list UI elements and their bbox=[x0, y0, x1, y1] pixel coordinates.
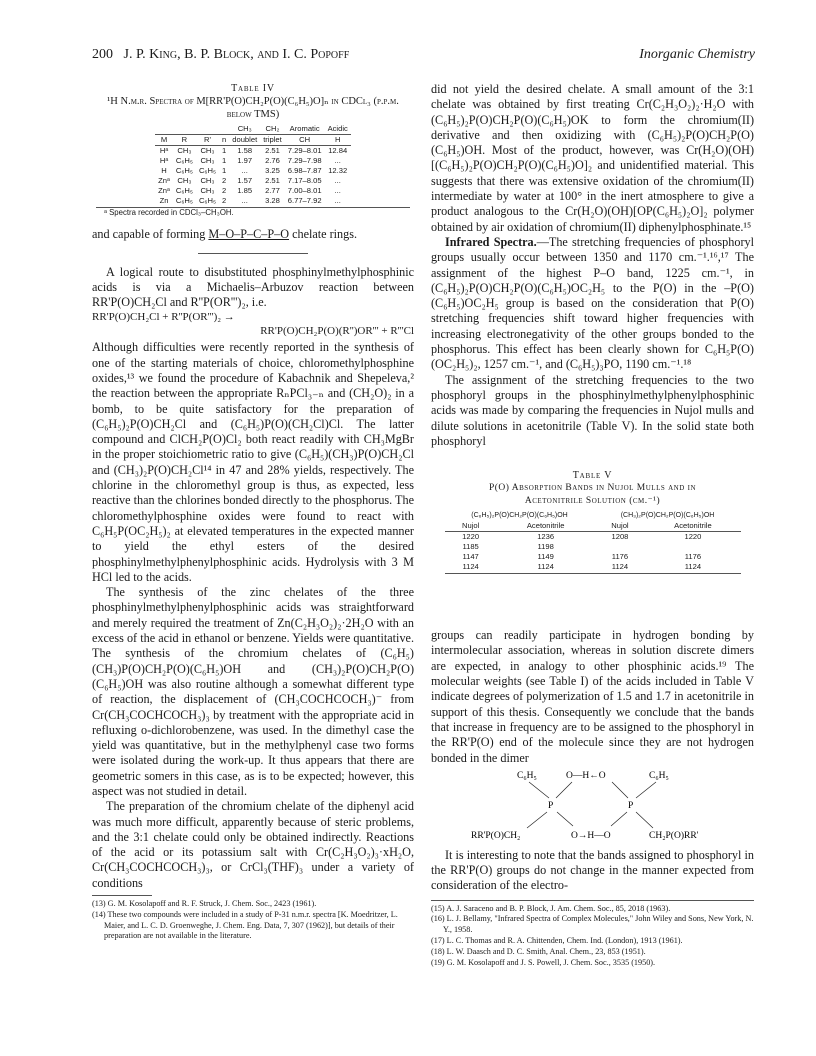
dimer-substituent-left: RR'P(O)CH₂ bbox=[471, 830, 521, 841]
table-cell: ... bbox=[334, 176, 341, 185]
table-cell: Hᵃ bbox=[159, 146, 169, 155]
infrared-text: —The stretching frequencies of phosphoryl groups usually occur between 1350 and 1170 cm.⁻¹.¹⁶,¹⁷ The assignment of the highest P–O band, 1225 cm.⁻¹, in (C₆H₅)₂P(O)CH₂P(O)(C₆H₅)OC₂H₅ to the P(O) in the –P(O)(C₆H₅)OC₂H₅ group is based on the consideration that P(O) stretching frequencies shift toward higher frequencies with increasing electronegativity of the other groups bonded to the phosphorus. This effect has been clearly shown for C₆H₅P(O)(OC₂H₅)₂, 1257 cm.⁻¹, and (C₆H₅)₃PO, 1190 cm.⁻¹.¹⁸ bbox=[431, 234, 754, 372]
table5-group-diphenyl: (C₆H₅)₂P(O)CH₂P(O)(C₆H₅)OH bbox=[471, 512, 568, 520]
table-cell: 2 bbox=[222, 176, 227, 185]
paragraph-interesting: It is interesting to note that the bands assigned to phosphoryl in the RR'P(O) groups do not change in the manner expected from consideration of the electro- bbox=[431, 847, 754, 893]
table-cell: Znᵃ bbox=[158, 176, 170, 185]
table5-caption: Table V bbox=[572, 470, 613, 482]
table-cell: CH₃ bbox=[177, 146, 192, 155]
chelate-ring-chain: M–O–P–C–P–O bbox=[208, 227, 290, 242]
journal-name: Inorganic Chemistry bbox=[639, 47, 755, 62]
reference-16: (16) L. J. Bellamy, "Infrared Spectra of Complex Molecules," John Wiley and Sons, New York, N. Y., 1958. bbox=[431, 914, 754, 935]
table-cell: ... bbox=[241, 166, 248, 175]
table4-header-cell bbox=[155, 124, 173, 135]
table-cell: 1176 bbox=[611, 552, 629, 562]
table4-header-top bbox=[155, 124, 351, 135]
table-cell: 12.32 bbox=[328, 166, 348, 175]
table-cell: 2.51 bbox=[265, 176, 280, 185]
dimer-structure bbox=[431, 768, 754, 844]
table4-header-cell bbox=[173, 124, 196, 135]
table4-header-cell: n bbox=[219, 135, 229, 146]
table-cell: H bbox=[161, 166, 167, 175]
references-rule bbox=[431, 900, 754, 901]
dimer-substituent-right: CH₂P(O)RR' bbox=[649, 830, 699, 841]
table4 bbox=[155, 124, 351, 206]
table-cell: CH₃ bbox=[177, 176, 192, 185]
table-cell: 2.51 bbox=[265, 146, 280, 155]
section-heading-infrared: Infrared Spectra. bbox=[445, 234, 537, 249]
right-references bbox=[431, 904, 754, 969]
dimer-hbond-top: O—H←O bbox=[566, 770, 606, 781]
table-cell: CH₃ bbox=[200, 146, 215, 155]
table-cell: CH₃ bbox=[200, 186, 215, 195]
table4-header-cell: CH₂ bbox=[260, 124, 285, 135]
table-cell: 1124 bbox=[462, 562, 479, 572]
page-number: 200 bbox=[92, 47, 113, 62]
table4-header-cell: doublet bbox=[229, 135, 260, 146]
table4-header-cell: R' bbox=[196, 135, 219, 146]
paragraph-hydrogen-bonding: groups can readily participate in hydrogen bonding by intermolecular association, whereas in solution discrete dimers are expected, in analogy to other phosphinic acids.¹⁹ The molecular weights (see Table I) of the acids included in Table V indicate degrees of polymerization of 1.5 and 1.7 in acetonitrile in support of this thesis. Consequently we conclude that the bands that increase in frequency are to be assigned to the phosphoryl in the RR'P(O) end of the molecule since they are not hydrogen bonded in the dimer bbox=[431, 628, 754, 765]
table-cell: Zn bbox=[159, 196, 169, 205]
table5-body bbox=[445, 532, 741, 573]
dimer-phenyl-left: C₆H₅ bbox=[517, 770, 537, 781]
table4-caption: Table IV bbox=[231, 83, 275, 94]
table-cell: 1176 bbox=[684, 552, 702, 562]
bond-line bbox=[636, 812, 653, 828]
table-cell: 1124 bbox=[684, 562, 702, 572]
table-cell: 1.97 bbox=[237, 156, 253, 165]
authors: J. P. King, B. P. Block, and I. C. Popoff bbox=[123, 47, 350, 62]
table4-header-cell: R bbox=[173, 135, 196, 146]
reference-17: (17) L. C. Thomas and R. A. Chittenden, Chem. Ind. (London), 1913 (1961). bbox=[431, 936, 683, 946]
table-cell: CH₃ bbox=[200, 156, 215, 165]
paragraph-zinc-chelates: The synthesis of the zinc chelates of the three phosphinylmethylphenylphosphinic acids was straightforward and merely required the treatment of Zn(C₂H₃O₂)₂·2H₂O with an excess of the acid in ethanol or benzene. Yields were quantitative. The synthesis of the chromium chelates of (C₆H₅)(CH₃)P(O)CH₂P(O)(C₆H₅)OH and (CH₃)₂P(O)CH₂P(O)(C₆H₅)OH was also routine although a somewhat different type of reaction, the displacement of (CH₃COCHCOCH₃)⁻ from Cr(CH₃COCHCOCH₃)₃ by treatment with the appropriate acid in refluxing o-dichlorobenzene, was used. In the dimethyl case the yield was quantitative, but in the methylphenyl case two forms were isolated during the work-up. It thus appears that there are geometric somers in this case, as is to be expected; however, this aspect was not studied in detail. bbox=[92, 585, 414, 798]
header-left bbox=[92, 47, 349, 63]
table-cell: 2.76 bbox=[265, 156, 280, 165]
table-cell: 6.77–7.92 bbox=[287, 196, 322, 205]
table4-header-cell bbox=[196, 124, 219, 135]
table-cell: 1 bbox=[222, 166, 227, 175]
table-row bbox=[445, 542, 741, 552]
paragraph-synthesis-oxides: Although difficulties were recently reported in the synthesis of one of the starting materials of choice, chloromethylphosphine oxides,¹³ we found the procedure of Kabachnik and Shepeleva,² the reaction between the appropriate RₙPCl₃₋ₙ and (CH₂O)₂ in a bomb, to be quite satisfactory for the preparation of (C₆H₅)₂P(O)CH₂Cl and (C₆H₅)P(O)(CH₂Cl)Cl. The latter compound and ClCH₂P(O)Cl₂ both react readily with CH₃MgBr in the proper stoichiometric ratio to give (C₆H₅)(CH₃)P(O)CH₂Cl and (CH₃)₂P(O)CH₂Cl¹⁴ in 47 and 28% yields, respectively. The chlorine in the chloromethyl group is thus, as expected, less reactive than the chlorines bonded directly to the phosphorus. The chloromethylphosphine oxides were found to react with C₆H₅P(OC₂H₅)₂ at elevated temperatures in the expected manner to yield the ethyl esters of the desired phosphinylmethylphenylphosphinic acids. Hydrolysis with 3 M HCl led to the acids. bbox=[92, 340, 414, 584]
table4-body bbox=[155, 146, 351, 207]
table5-subhead: Nujol bbox=[445, 521, 497, 532]
table5-group-dimethyl: (CH₃)₂P(O)CH₂P(O)(C₆H₅)OH bbox=[620, 512, 715, 520]
running-head bbox=[92, 47, 755, 67]
bond-line bbox=[529, 782, 549, 798]
table-cell: ... bbox=[334, 196, 341, 205]
footnote-rule bbox=[92, 895, 152, 896]
equation-line-2: RR'P(O)CH₂P(O)(R'')OR''' + R'''Cl bbox=[260, 325, 414, 338]
table-cell: 2 bbox=[222, 186, 227, 195]
left-footnotes bbox=[92, 899, 414, 942]
table4-footnote: ᵃ Spectra recorded in CDCl₃–CH₃OH. bbox=[104, 208, 234, 217]
table-cell: 1.57 bbox=[237, 176, 253, 185]
table-cell: C₆H₅ bbox=[175, 166, 193, 175]
bond-line bbox=[556, 782, 572, 798]
table-cell: 7.17–8.05 bbox=[287, 176, 322, 185]
table-cell: 3.28 bbox=[265, 196, 280, 205]
table-row bbox=[445, 552, 741, 562]
table-row bbox=[155, 166, 351, 176]
footnote-14: (14) These two compounds were included in a study of P-31 n.m.r. spectra [K. Moedritzer, L. Maier, and L. C. D. Groenweghe, J. Chem. Eng. Data, 7, 307 (1962)], but details of their preparation are not available in the literature. bbox=[92, 909, 398, 941]
table-row bbox=[155, 156, 351, 166]
table-row bbox=[445, 532, 741, 543]
table-cell: C₆H₅ bbox=[198, 166, 217, 175]
table-cell: ... bbox=[334, 186, 341, 195]
bond-line bbox=[612, 782, 628, 798]
table-cell: 2.77 bbox=[265, 186, 280, 195]
table4-header-cell: H bbox=[325, 135, 351, 146]
table-cell: 1198 bbox=[537, 542, 554, 552]
table5 bbox=[445, 511, 741, 572]
table-cell: 7.29–7.98 bbox=[287, 156, 322, 165]
paragraph-assignment: The assignment of the stretching frequencies to the two phosphoryl groups in the phosphinylmethylphenylphosphinic acids was made by comparing the frequencies in Nujol mulls and dilute solutions in acetonitrile (Table V). In the solid state both phosphoryl bbox=[431, 372, 754, 448]
table-cell: C₆H₅ bbox=[198, 196, 217, 205]
table-cell: 1 bbox=[222, 156, 227, 165]
dimer-phenyl-right: C₆H₅ bbox=[649, 770, 669, 781]
table-row bbox=[155, 186, 351, 196]
table-cell: 1147 bbox=[462, 552, 479, 562]
table-cell: C₆H₅ bbox=[175, 186, 193, 195]
table-cell: C₆H₅ bbox=[175, 196, 193, 205]
reference-15: (15) A. J. Saraceno and B. P. Block, J. Am. Chem. Soc., 85, 2018 (1963). bbox=[431, 903, 671, 913]
right-column bbox=[431, 82, 754, 968]
table5-subhead-row bbox=[445, 521, 741, 532]
reference-19: (19) G. M. Kosolapoff and J. S. Powell, J. Chem. Soc., 3535 (1950). bbox=[431, 957, 656, 967]
footnote-13: (13) G. M. Kosolapoff and R. F. Struck, J. Chem. Soc., 2423 (1961). bbox=[92, 899, 317, 909]
dimer-phosphorus-right: P bbox=[628, 800, 634, 811]
dimer-hbond-bottom: O→H—O bbox=[571, 830, 611, 841]
reference-18: (18) L. W. Daasch and D. C. Smith, Anal. Chem., 23, 853 (1951). bbox=[431, 946, 646, 956]
p0-post: chelate rings. bbox=[289, 227, 358, 242]
table4-header-cell: M bbox=[155, 135, 173, 146]
table-cell: Hᵃ bbox=[159, 156, 169, 165]
paragraph-route: A logical route to disubstituted phosphinylmethylphosphinic acids is via a Michaelis–Arbuzov reaction between RR'P(O)CH₂Cl and R''P(OR''')₂, i.e. bbox=[92, 264, 414, 310]
table4-header-cell: Acidic bbox=[325, 124, 351, 135]
table-cell: ... bbox=[241, 196, 248, 205]
table-row bbox=[155, 196, 351, 206]
table4-header-bottom bbox=[155, 135, 351, 146]
paragraph-infrared bbox=[431, 235, 754, 373]
table-row bbox=[445, 562, 741, 572]
bond-line bbox=[636, 782, 656, 798]
table4-title: ¹H N.m.r. Spectra of M[RR'P(O)CH₂P(O)(C₆H₅)O]ₙ in CDCl₃ (p.p.m. below TMS) bbox=[107, 96, 399, 120]
table-cell: Znᵃ bbox=[158, 186, 170, 195]
table-cell: 7.00–8.01 bbox=[287, 186, 322, 195]
table-cell: 1220 bbox=[684, 532, 702, 542]
table-cell: C₆H₅ bbox=[175, 156, 193, 165]
table-cell: 1236 bbox=[537, 532, 555, 542]
table-cell: 1149 bbox=[537, 552, 554, 562]
table4-header-cell: triplet bbox=[260, 135, 285, 146]
p0-pre: and capable of forming bbox=[92, 227, 209, 242]
table-cell: 7.29–8.01 bbox=[287, 146, 322, 155]
bond-line bbox=[527, 812, 547, 828]
table-row bbox=[155, 146, 351, 157]
table-row bbox=[155, 176, 351, 186]
table-cell: 1.85 bbox=[237, 186, 253, 195]
table4-header-cell: CH bbox=[285, 135, 325, 146]
table-cell: 1124 bbox=[537, 562, 554, 572]
table5-subhead: Acetonitrile bbox=[645, 521, 740, 532]
table-cell bbox=[645, 542, 740, 552]
paragraph-chelate-rings bbox=[92, 227, 414, 242]
table5-subhead: Nujol bbox=[595, 521, 646, 532]
table-cell bbox=[595, 542, 646, 552]
table-cell: 3.25 bbox=[265, 166, 280, 175]
table-cell: 2 bbox=[222, 196, 227, 205]
table4-header-cell: CH₃ bbox=[229, 124, 260, 135]
bond-line bbox=[611, 812, 627, 826]
table-cell: 1220 bbox=[462, 532, 480, 542]
table-cell: 1 bbox=[222, 146, 227, 155]
table-cell: CH₃ bbox=[200, 176, 215, 185]
table-cell: ... bbox=[334, 156, 341, 165]
paragraph-chelate-continuation: did not yield the desired chelate. A small amount of the 3:1 chelate was obtained by first treating Cr(C₂H₃O₂)₂·H₂O with (C₆H₅)₂P(O)CH₂P(O)(C₆H₅)OK to form the chromium(II) derivative and then oxidizing with (C₆H₅)₂P(O)CH₂P(O)(C₆H₅)OH. Most of the product, however, was Cr(H₂O)(OH)[(C₆H₅)₂P(O)CH₂P(O)(C₆H₅)O]₂ and unidentified material. This suggests that there was extensive oxidation of the chromium(II) intermediate by water at 100° in the inert atmosphere to give a product analogous to the Cr(H₂O)(OH)[OP(C₆H₅)₂O]₂ polymer obtained by air oxidation of chromium(II) diphenylphosphinate.¹⁵ bbox=[431, 82, 754, 234]
table-cell: 1124 bbox=[611, 562, 629, 572]
table-cell: 12.84 bbox=[328, 146, 348, 155]
section-separator bbox=[198, 253, 308, 254]
table-cell: 6.98–7.87 bbox=[287, 166, 322, 175]
table-cell: 1208 bbox=[611, 532, 629, 542]
table5-group-row bbox=[445, 511, 741, 521]
table-cell: 1185 bbox=[462, 542, 479, 552]
dimer-phosphorus-left: P bbox=[548, 800, 554, 811]
table-cell: 1.58 bbox=[237, 146, 253, 155]
table5-title: P(O) Absorption Bands in Nujol Mulls and in bbox=[488, 483, 697, 494]
paragraph-chromium-chelate: The preparation of the chromium chelate of the diphenyl acid was much more difficult, apparently because of steric problems, and the 3:1 chelate could only be obtained indirectly. Reactions of the acid or its potassium salt with Cr(C₂H₃O₂)₃·xH₂O, Cr(CH₃COCHCOCH₃)₃, or CrCl₃(THF)₃ under a variety of conditions bbox=[92, 799, 414, 890]
equation-line-1: RR'P(O)CH₂Cl + R''P(OR''')₂ → bbox=[92, 311, 235, 324]
table4-header-cell: Aromatic bbox=[285, 124, 325, 135]
table5-subhead: Acetonitrile bbox=[497, 521, 595, 532]
bond-line bbox=[557, 812, 573, 826]
left-column bbox=[92, 82, 414, 942]
table5-subtitle: Acetonitrile Solution (cm.⁻¹) bbox=[524, 496, 661, 507]
table4-header-cell bbox=[219, 124, 229, 135]
